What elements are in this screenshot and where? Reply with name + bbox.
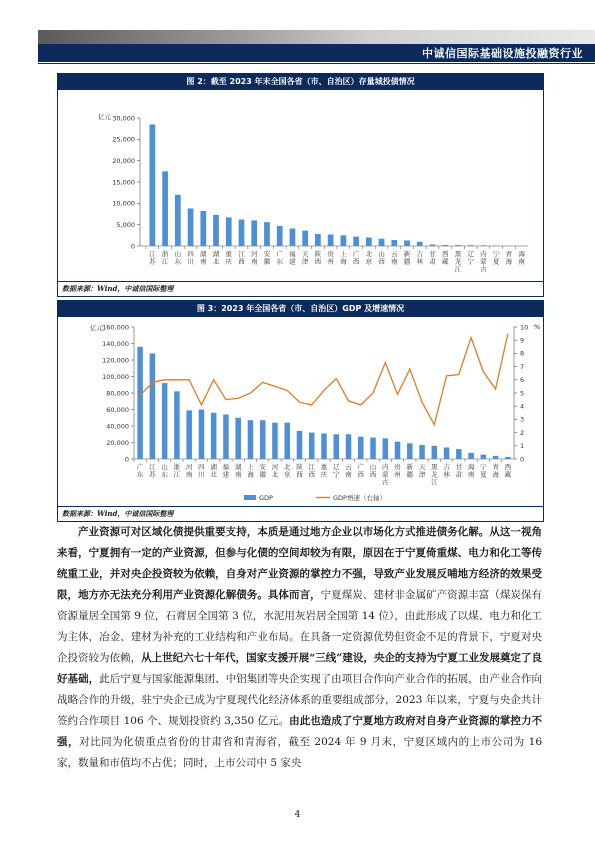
y-tick-label: 15,000 — [112, 178, 135, 187]
y2-axis-label: % — [534, 323, 541, 331]
body-normal-1: 宁夏煤炭、建材非金属矿产资源丰富（煤炭保有资源量居全国第 9 位，石膏居全国第 3 位，水泥用灰岩居全国第 14 位），由此形成了以煤、电力和化工为主体，冶金、建材为补充的工业结构和产业布局。在具备一定资源优势但资金不足的背景下，宁夏对央企投资较为依赖， — [57, 589, 543, 664]
x-tick-label: 上海 — [340, 250, 347, 266]
x-tick-label: 陕西 — [314, 250, 322, 266]
figure-3-title: 图 3：2023 年全国各省（市、自治区）GDP 及增速情况 — [58, 301, 543, 317]
gdp-bar — [309, 433, 315, 459]
x-tick-label: 辽宁 — [333, 463, 340, 479]
gdp-bar — [211, 413, 217, 459]
x-tick-label: 福建 — [222, 463, 230, 479]
gdp-bar — [321, 433, 327, 459]
y2-tick-label: 8 — [520, 349, 525, 358]
body-normal-2: 此后宁夏与国家能源集团、中铝集团等央企实现了由项目合作向产业合作的拓展，由产业合作向战略合作的升级，驻宁央企已成为宁夏现代化经济体系的重要组成部分，2023 年以来，宁夏与央企共计签约合作项目 106 个、规划投资约 3,350 亿元。 — [57, 673, 543, 727]
body-paragraph — [57, 522, 542, 774]
x-tick-label: 吉林 — [416, 250, 424, 266]
y2-tick-label: 5 — [520, 389, 525, 398]
gdp-bar — [419, 445, 425, 459]
figure-3-source: 数据来源：Wind，中诚信国际整理 — [62, 509, 174, 518]
x-tick-label: 山西 — [378, 250, 385, 266]
bar — [430, 245, 436, 246]
header-rule — [38, 63, 595, 64]
x-tick-label: 内蒙古 — [382, 463, 389, 486]
bar — [226, 217, 232, 246]
x-tick-label: 重庆 — [320, 463, 328, 479]
bar — [200, 211, 206, 246]
x-tick-label: 新疆 — [406, 463, 414, 479]
y-tick-label: 20,000 — [112, 156, 135, 165]
y-tick-label: 120,000 — [102, 356, 129, 365]
figure-2-panel — [57, 73, 544, 297]
bar — [239, 220, 245, 246]
x-tick-label: 湖北 — [212, 250, 220, 266]
bar — [353, 237, 359, 246]
gdp-bar — [248, 420, 254, 459]
growth-line — [140, 334, 508, 425]
gdp-bar — [481, 455, 487, 459]
y2-tick-label: 6 — [520, 376, 525, 385]
x-tick-label: 黑龙江 — [454, 250, 462, 273]
x-tick-label: 宁夏 — [492, 250, 500, 266]
y-tick-label: 10,000 — [112, 199, 135, 208]
page-number: 4 — [294, 810, 301, 820]
gdp-bar — [456, 449, 462, 459]
x-tick-label: 北京 — [365, 250, 373, 266]
bar — [341, 235, 347, 246]
gdp-bar — [199, 410, 205, 460]
x-tick-label: 辽宁 — [467, 250, 474, 266]
x-tick-label: 青海 — [505, 250, 513, 266]
gdp-bar — [432, 446, 438, 459]
bar — [264, 222, 270, 246]
gdp-bar — [260, 420, 266, 459]
x-tick-label: 湖南 — [234, 463, 242, 479]
x-tick-label: 黑龙江 — [431, 463, 438, 486]
bond-stock-chart — [58, 90, 543, 280]
bar — [251, 220, 257, 246]
figure-3-panel — [57, 300, 544, 522]
gdp-bar — [370, 438, 376, 459]
y-tick-label: 20,000 — [106, 438, 129, 447]
gdp-bar — [137, 347, 143, 459]
report-header — [38, 30, 595, 62]
figure-2-title: 图 2：截至 2023 年末全国各省（市、自治区）存量城投债情况 — [58, 74, 543, 90]
gdp-bar — [150, 353, 156, 459]
figure-2-source-bar — [58, 281, 543, 296]
x-tick-label: 重庆 — [225, 250, 233, 266]
x-tick-label: 广东 — [136, 463, 144, 479]
x-tick-label: 广西 — [357, 463, 365, 479]
x-tick-label: 山东 — [161, 463, 168, 479]
x-tick-label: 江西 — [238, 250, 245, 266]
gdp-bar — [186, 410, 192, 459]
x-tick-label: 内蒙古 — [480, 250, 487, 273]
y-tick-label: 25,000 — [112, 135, 135, 144]
gdp-bar — [346, 434, 352, 459]
bar — [417, 242, 423, 246]
bar — [150, 124, 156, 246]
y-axis-label: 亿元 — [90, 324, 103, 332]
gdp-bar — [162, 383, 168, 459]
legend-growth-label: GDP增速（右轴） — [333, 494, 386, 502]
legend-gdp-label: GDP — [259, 494, 273, 502]
bar — [315, 234, 321, 246]
x-tick-label: 江苏 — [149, 250, 156, 266]
figure-3-source-bar — [58, 506, 543, 521]
x-tick-label: 甘肃 — [455, 463, 463, 479]
bar — [404, 240, 410, 246]
y-tick-label: 140,000 — [102, 339, 129, 348]
gdp-bar — [358, 437, 364, 459]
x-tick-label: 云南 — [391, 250, 398, 266]
y2-tick-label: 7 — [520, 362, 525, 371]
y2-tick-label: 3 — [520, 415, 525, 424]
bar — [455, 245, 461, 246]
x-tick-label: 四川 — [198, 463, 205, 479]
x-tick-label: 四川 — [187, 250, 194, 266]
x-tick-label: 甘肃 — [429, 250, 436, 266]
gdp-bar — [493, 456, 499, 459]
bar — [366, 237, 372, 246]
y-tick-label: 40,000 — [106, 422, 129, 431]
gdp-bar — [284, 423, 290, 459]
gdp-bar — [505, 457, 511, 459]
gdp-bar — [395, 442, 401, 459]
gdp-bar — [444, 447, 450, 459]
x-tick-label: 湖南 — [200, 250, 207, 266]
gdp-bar — [174, 391, 180, 459]
x-tick-label: 西藏 — [504, 463, 512, 479]
x-tick-label: 宁夏 — [480, 463, 487, 479]
gdp-bar — [334, 434, 340, 459]
x-tick-label: 贵州 — [327, 250, 334, 266]
y-tick-label: 30,000 — [112, 114, 135, 123]
x-tick-label: 浙江 — [173, 463, 181, 479]
x-tick-label: 安徽 — [259, 463, 266, 479]
body-normal-3: 对比同为化债重点省份的甘肃省和青海省，截至 2024 年 9 月末，宁夏区域内的上市公司为 16 家，数量和市值均不占优；同时，上市公司中 5 家央 — [57, 736, 543, 769]
bar — [442, 245, 448, 246]
bar — [468, 245, 474, 246]
x-tick-label: 河南 — [185, 463, 193, 479]
body-text — [57, 522, 542, 774]
bar — [290, 229, 296, 246]
legend-gdp-swatch — [244, 495, 256, 500]
gdp-bar — [297, 431, 303, 459]
bar — [277, 226, 283, 246]
x-tick-label: 北京 — [283, 463, 291, 479]
body-bold-1: 产业资源可对区域化债提供重要支持，本质是通过地方企业以市场化方式推进债务化解。从这一视角来看，宁夏拥有一定的产业资源，但参与化债的空间却较为有限，原因在于宁夏倚重煤、电力和化工等传统重工业，并对央企投资较为依赖，自身对产业资源的掌控力不强，导致产业发展反哺地方经济的效果受限，地方亦无法充分利用产业资源化解债务。具体而言， — [57, 526, 542, 601]
gdp-bar — [383, 438, 389, 459]
y-tick-label: 60,000 — [106, 405, 129, 414]
x-tick-label: 天津 — [301, 250, 309, 266]
x-tick-label: 山东 — [174, 250, 182, 266]
y-axis-label: 亿元 — [98, 113, 111, 121]
y2-tick-label: 9 — [520, 336, 525, 345]
gdp-bar — [407, 443, 413, 459]
x-tick-label: 安徽 — [263, 250, 271, 266]
y-tick-label: 100,000 — [102, 372, 129, 381]
x-tick-label: 河北 — [271, 463, 279, 479]
x-tick-label: 上海 — [247, 463, 254, 479]
x-tick-label: 西藏 — [441, 250, 449, 266]
x-tick-label: 浙江 — [161, 250, 169, 266]
gdp-bar — [223, 414, 229, 459]
x-tick-label: 海南 — [518, 250, 525, 266]
x-tick-label: 广东 — [276, 250, 283, 266]
gdp-bar — [468, 453, 474, 459]
header-title-bar — [38, 44, 595, 62]
x-tick-label: 青海 — [492, 463, 499, 479]
gdp-bar — [272, 423, 278, 459]
body-bold-2: 从上世纪六七十年代，国家支援开展“三线”建设，央企的支持为宁夏工业发展奠定了良好基础， — [57, 652, 543, 685]
x-tick-label: 福建 — [289, 250, 296, 266]
x-tick-label: 云南 — [345, 463, 352, 479]
bar — [481, 245, 487, 246]
y2-tick-label: 10 — [520, 323, 529, 332]
x-tick-label: 贵州 — [394, 463, 401, 479]
figure-2-source: 数据来源：Wind，中诚信国际整理 — [62, 284, 174, 293]
y2-tick-label: 4 — [520, 402, 525, 411]
header-title: 中诚信国际基础设施投融资行业 — [422, 47, 583, 60]
bar — [302, 231, 308, 246]
bar — [188, 208, 194, 246]
bar — [175, 195, 181, 246]
x-tick-label: 天津 — [418, 463, 426, 479]
y2-tick-label: 1 — [520, 442, 525, 451]
x-tick-label: 陕西 — [296, 463, 303, 479]
gdp-bar — [235, 418, 241, 459]
x-tick-label: 湖北 — [210, 463, 217, 479]
y2-tick-label: 0 — [520, 455, 525, 464]
x-tick-label: 山西 — [369, 463, 377, 479]
x-tick-label: 河南 — [250, 250, 258, 266]
x-tick-label: 海南 — [467, 463, 475, 479]
y-tick-label: 160,000 — [102, 323, 129, 332]
x-tick-label: 江苏 — [149, 463, 156, 479]
header-gradient-band — [38, 30, 595, 44]
bar — [328, 234, 334, 246]
x-tick-label: 江西 — [308, 463, 315, 479]
bar — [162, 171, 168, 246]
bar — [213, 215, 219, 246]
body-bold-3: 由此也造成了宁夏地方政府对自身产业资源的掌控力不强， — [57, 715, 542, 748]
y2-tick-label: 2 — [520, 428, 525, 437]
bar — [391, 240, 397, 246]
x-tick-label: 广西 — [352, 250, 360, 266]
y-tick-label: 0 — [124, 455, 129, 464]
y-tick-label: 0 — [130, 242, 135, 251]
y-tick-label: 5,000 — [116, 220, 135, 229]
x-tick-label: 新疆 — [403, 250, 411, 266]
y-tick-label: 80,000 — [106, 389, 129, 398]
gdp-growth-chart — [58, 317, 543, 505]
bar — [379, 239, 385, 246]
x-tick-label: 吉林 — [443, 463, 450, 479]
